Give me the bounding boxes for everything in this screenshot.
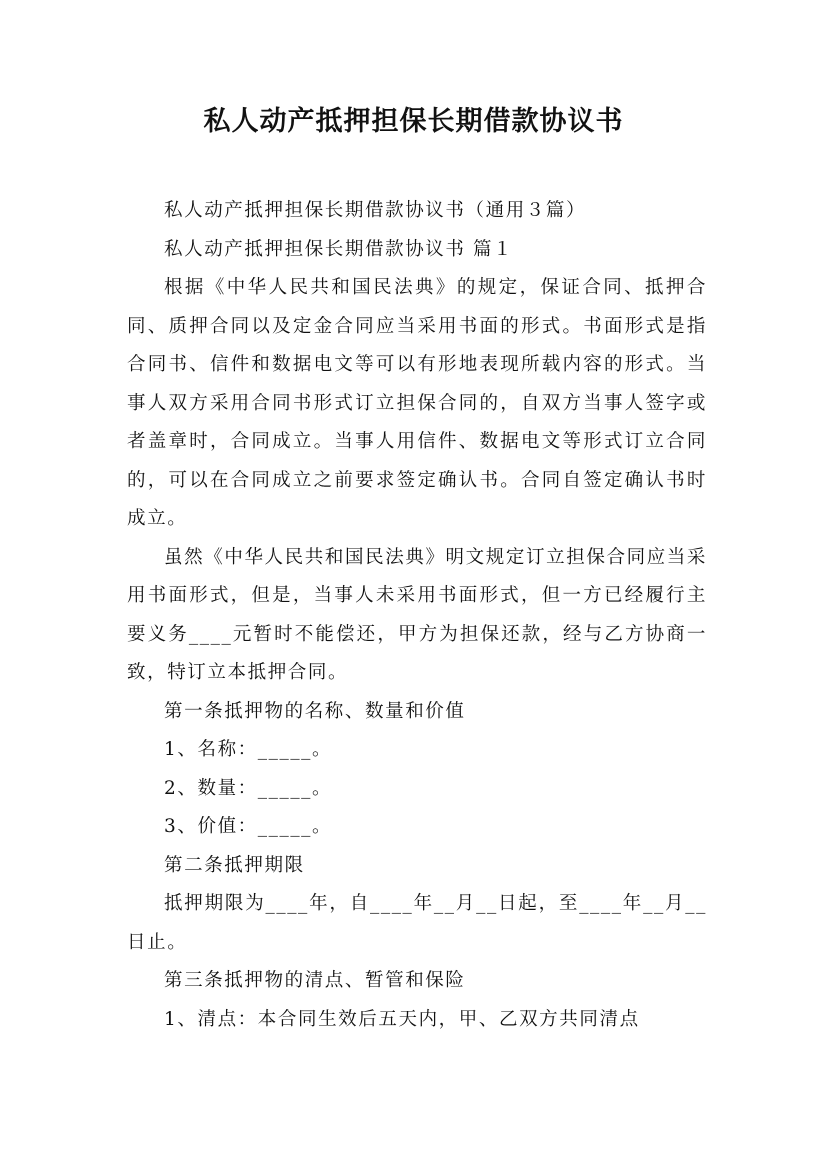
subtitle-paragraph: 私人动产抵押担保长期借款协议书（通用３篇） bbox=[164, 200, 587, 221]
body-paragraph: 虽然《中华人民共和国民法典》明文规定订立担保合同应当采用书面形式，但是，当事人未采用书面形式，但一方已经履行主要义务____元暂时不能偿还，甲方为担保还款，经与乙方协商一致，特订立本抵押合同。 bbox=[127, 546, 707, 683]
article-heading: 第一条抵押物的名称、数量和价值 bbox=[164, 700, 466, 722]
body-paragraph: 根据《中华人民共和国民法典》的规定，保证合同、抵押合同、质押合同以及定金合同应当采用书面的形式。书面形式是指合同书、信件和数据电文等可以有形地表现所载内容的形式。当事人双方采用合同书形式订立担保合同的，自双方当事人签字或者盖章时，合同成立。当事人用信件、数据电文等形式订立合同的，可以在合同成立之前要求签定确认书。合同自签定确认书时成立。 bbox=[127, 277, 707, 529]
document-title: 私人动产抵押担保长期借款协议书 bbox=[203, 106, 624, 137]
list-item: 3、价值：_____。 bbox=[164, 816, 333, 837]
document-body bbox=[127, 192, 707, 1039]
body-paragraph: 抵押期限为____年，自____年__月__日起，至____年__月__日止。 bbox=[127, 893, 707, 953]
section-heading: 私人动产抵押担保长期借款协议书 篇１ bbox=[164, 238, 514, 260]
article-heading: 第二条抵押期限 bbox=[164, 854, 305, 876]
article-heading: 第三条抵押物的清点、暂管和保险 bbox=[164, 970, 466, 991]
list-item: 2、数量：_____。 bbox=[164, 777, 333, 799]
list-item: 1、名称：_____。 bbox=[164, 739, 333, 760]
list-item: 1、清点：本合同生效后五天内，甲、乙双方共同清点 bbox=[164, 1008, 640, 1030]
